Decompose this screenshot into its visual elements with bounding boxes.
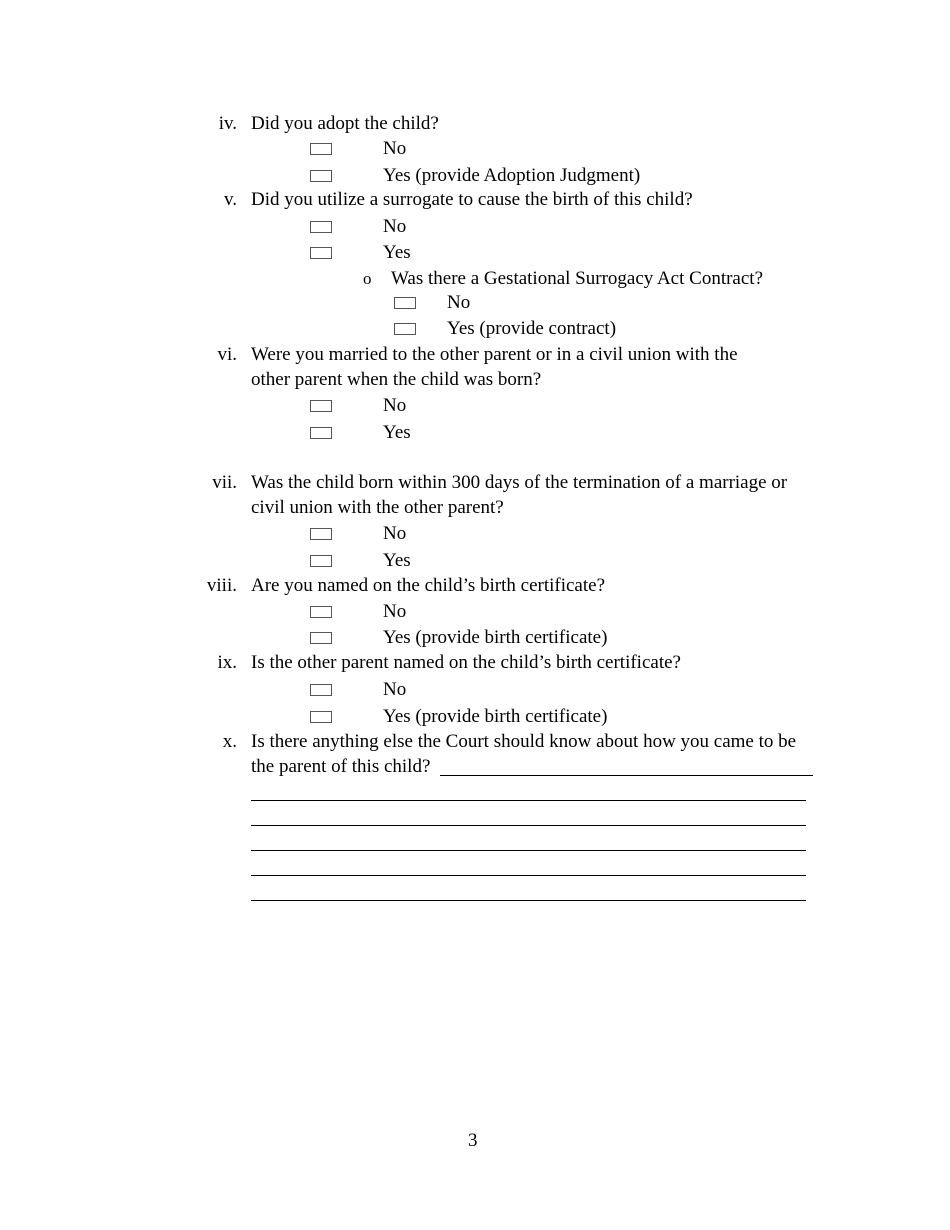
q10-answer-line-3-dash [796, 825, 806, 826]
q5-no-checkbox[interactable] [310, 221, 332, 233]
q9-yes-label: Yes (provide birth certificate) [383, 706, 608, 727]
q6-text-line2: other parent when the child was born? [251, 369, 542, 390]
q8-no-label: No [383, 601, 407, 622]
q10-answer-line-4[interactable] [251, 850, 796, 851]
q10-answer-line-5[interactable] [251, 875, 796, 876]
q7-yes-checkbox[interactable] [310, 555, 332, 567]
q7-text-line1: Was the child born within 300 days of the termination of a marriage or [251, 472, 788, 493]
q7-no-checkbox[interactable] [310, 528, 332, 540]
q5-sub-yes-checkbox[interactable] [394, 323, 416, 335]
q5-yes-checkbox[interactable] [310, 247, 332, 259]
q9-text: Is the other parent named on the child’s birth certificate? [251, 652, 681, 673]
q10-answer-line-2-dash [796, 800, 806, 801]
q4-no-label: No [383, 138, 407, 159]
q5-number: v. [223, 189, 237, 210]
q8-no-checkbox[interactable] [310, 606, 332, 618]
q5-sub-no-checkbox[interactable] [394, 297, 416, 309]
q5-sub-no-label: No [447, 292, 471, 313]
q5-text: Did you utilize a surrogate to cause the birth of this child? [251, 189, 693, 210]
q10-answer-line-6[interactable] [251, 900, 796, 901]
q9-number: ix. [217, 652, 237, 673]
q6-yes-label: Yes [383, 422, 411, 443]
q10-answer-line-5-dash [796, 875, 806, 876]
q6-no-label: No [383, 395, 407, 416]
q4-number: iv. [218, 113, 237, 134]
q6-yes-checkbox[interactable] [310, 427, 332, 439]
q5-sub-yes-label: Yes (provide contract) [447, 318, 617, 339]
q10-answer-line-1[interactable] [440, 775, 813, 776]
q7-yes-label: Yes [383, 550, 411, 571]
q7-no-label: No [383, 523, 407, 544]
q10-answer-line-3[interactable] [251, 825, 796, 826]
q4-yes-label: Yes (provide Adoption Judgment) [383, 165, 641, 186]
q10-answer-line-6-dash [796, 900, 806, 901]
q10-answer-line-2[interactable] [251, 800, 796, 801]
q10-text-line1: Is there anything else the Court should know about how you came to be [251, 731, 797, 752]
q6-number: vi. [217, 344, 237, 365]
q10-answer-line-4-dash [796, 850, 806, 851]
q4-yes-checkbox[interactable] [310, 170, 332, 182]
q6-text-line1: Were you married to the other parent or in a civil union with the [251, 344, 738, 365]
q10-number: x. [222, 731, 237, 752]
q9-no-label: No [383, 679, 407, 700]
q5-sub-bullet: o [363, 269, 372, 288]
q4-no-checkbox[interactable] [310, 143, 332, 155]
q5-no-label: No [383, 216, 407, 237]
q5-sub-text: Was there a Gestational Surrogacy Act Contract? [391, 268, 764, 289]
q8-number: viii. [206, 575, 237, 596]
q8-yes-label: Yes (provide birth certificate) [383, 627, 608, 648]
q7-number: vii. [212, 472, 237, 493]
q9-no-checkbox[interactable] [310, 684, 332, 696]
q10-text-line2: the parent of this child? [251, 756, 431, 777]
q8-text: Are you named on the child’s birth certificate? [251, 575, 606, 596]
q6-no-checkbox[interactable] [310, 400, 332, 412]
q9-yes-checkbox[interactable] [310, 711, 332, 723]
page-number: 3 [468, 1130, 478, 1151]
q5-yes-label: Yes [383, 242, 411, 263]
q8-yes-checkbox[interactable] [310, 632, 332, 644]
q4-text: Did you adopt the child? [251, 113, 439, 134]
q7-text-line2: civil union with the other parent? [251, 497, 504, 518]
